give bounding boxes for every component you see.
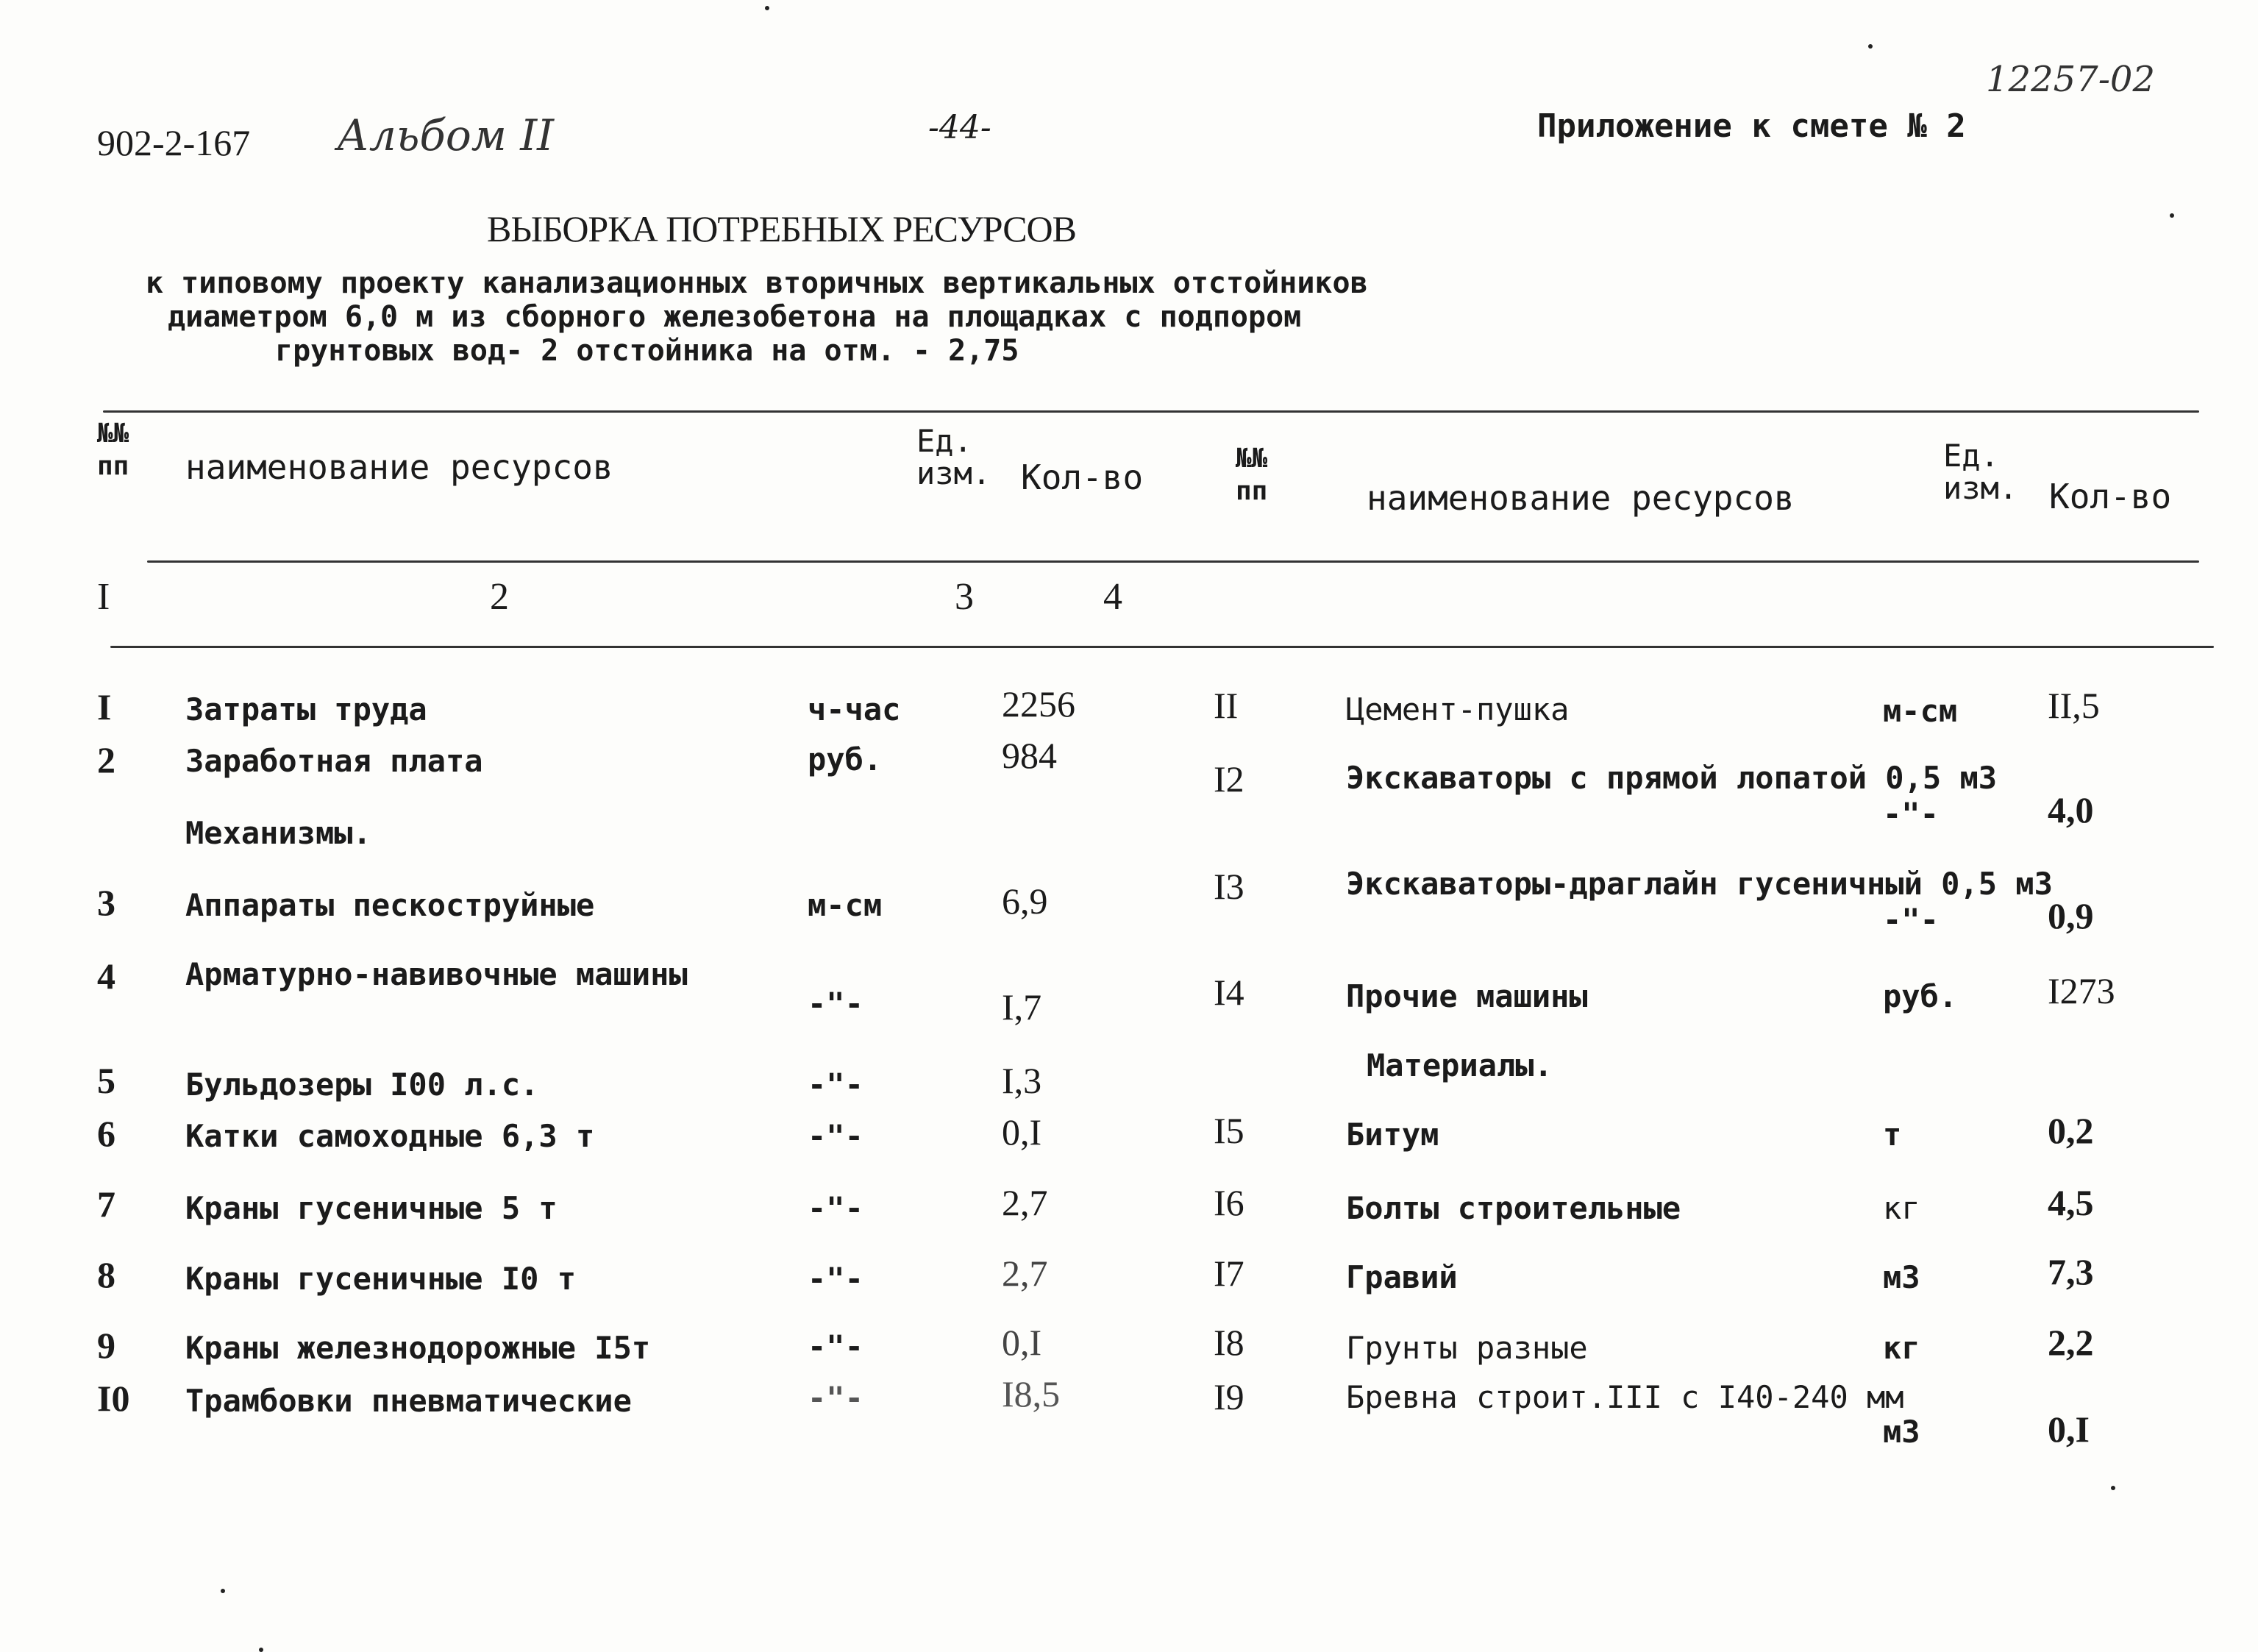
resource-unit: -"- [808, 1190, 863, 1226]
resource-name: Арматурно-навивочные машины [185, 956, 688, 992]
resource-name: Экскаваторы-драглайн гусеничный 0,5 м3 [1346, 866, 2053, 902]
resource-name: Трамбовки пневматические [185, 1383, 632, 1419]
resource-qty: 0,9 [2048, 895, 2094, 936]
resource-name: Краны гусеничные 5 т [185, 1190, 558, 1226]
resource-unit: -"- [808, 1118, 863, 1154]
resource-qty: I273 [2048, 970, 2115, 1011]
resource-unit: м-см [808, 887, 883, 923]
row-number: 5 [97, 1060, 115, 1101]
album-label: Альбом II [337, 110, 555, 160]
col-number-1: I [97, 576, 110, 618]
scan-speck [221, 1589, 225, 1593]
resource-qty: 7,3 [2048, 1251, 2094, 1292]
numbers-bottom-rule [110, 646, 2214, 648]
col-header-unit: Ед. изм. [916, 423, 991, 491]
resource-name: Затраты труда [185, 691, 427, 727]
resource-name: Гравий [1346, 1259, 1458, 1295]
section-heading: Механизмы. [185, 815, 371, 851]
resource-unit: м3 [1883, 1414, 1920, 1450]
resource-qty: 0,I [1002, 1322, 1042, 1363]
resource-name: Битум [1346, 1117, 1439, 1153]
row-number: 7 [97, 1183, 115, 1225]
resource-name: Грунты разные [1346, 1330, 1588, 1366]
row-number: II [1214, 685, 1239, 726]
resource-name: Цемент-пушка [1346, 691, 1570, 727]
resource-qty: I8,5 [1002, 1373, 1061, 1414]
title-line-3: грунтовых вод- 2 отстойника на отм. - 2,75 [275, 334, 1019, 368]
resource-unit: кг [1883, 1190, 1920, 1226]
resource-unit: руб. [1883, 978, 1958, 1014]
resource-qty: 2256 [1002, 683, 1075, 724]
scan-speck [765, 6, 769, 10]
resource-qty: 4,5 [2048, 1182, 2094, 1223]
resource-unit: м3 [1883, 1259, 1920, 1295]
resource-qty: 2,7 [1002, 1182, 1048, 1223]
resource-name: Краны гусеничные I0 т [185, 1261, 577, 1297]
resource-unit: м-см [1883, 693, 1958, 729]
resource-unit: кг [1883, 1330, 1920, 1366]
resource-unit: -"- [808, 986, 863, 1022]
col-number-3: 3 [955, 576, 974, 618]
resource-unit: -"- [808, 1261, 863, 1297]
row-number: 3 [97, 882, 115, 923]
col-header-name-2: наименование ресурсов [1367, 478, 1795, 518]
col-number-4: 4 [1103, 576, 1122, 618]
section-heading: Материалы. [1367, 1047, 1553, 1083]
resource-qty: 2,2 [2048, 1322, 2094, 1363]
resource-name: Болты строительные [1346, 1190, 1681, 1226]
resource-name: Бревна строит.III с I40-240 мм [1346, 1379, 1904, 1415]
row-number: I4 [1214, 972, 1244, 1013]
title-line-2: диаметром 6,0 м из сборного железобетона на площадках с подпором [168, 300, 1302, 334]
row-number: I8 [1214, 1322, 1244, 1363]
row-number: I2 [1214, 758, 1244, 800]
row-number: 9 [97, 1325, 115, 1366]
row-number: I9 [1214, 1376, 1244, 1417]
resource-name: Заработная плата [185, 743, 483, 779]
resource-name: Прочие машины [1346, 978, 1588, 1014]
archive-number: 12257-02 [1986, 59, 2155, 100]
row-number: 4 [97, 955, 115, 997]
resource-unit: -"- [808, 1067, 863, 1103]
row-number: I0 [97, 1378, 130, 1419]
col-header-num-2: №№ пп [1236, 444, 1268, 506]
scan-speck [2170, 213, 2174, 218]
resource-qty: 984 [1002, 735, 1057, 776]
col-header-unit-2: Ед. изм. [1943, 438, 2018, 506]
scan-speck [259, 1648, 263, 1652]
row-number: I [97, 686, 112, 727]
resource-qty: 2,7 [1002, 1253, 1048, 1294]
col-header-name: наименование ресурсов [185, 447, 613, 487]
document-title: ВЫБОРКА ПОТРЕБНЫХ РЕСУРСОВ [487, 208, 1077, 249]
document-code: 902-2-167 [97, 122, 251, 163]
row-number: I5 [1214, 1110, 1244, 1151]
table-top-rule [103, 410, 2199, 413]
col-header-qty: Кол-во [1021, 457, 1144, 497]
col-number-2: 2 [490, 576, 509, 618]
resource-qty: 0,I [1002, 1111, 1042, 1153]
resource-qty: I,3 [1002, 1060, 1042, 1101]
scan-speck [2111, 1486, 2115, 1490]
resource-name: Аппараты пескоструйные [185, 887, 595, 923]
resource-unit: т [1883, 1117, 1902, 1153]
resource-qty: 6,9 [1002, 880, 1048, 922]
row-number: I3 [1214, 866, 1244, 907]
row-number: 2 [97, 739, 115, 780]
row-number: 8 [97, 1254, 115, 1295]
resource-unit: -"- [1883, 902, 1939, 938]
resource-qty: II,5 [2048, 685, 2100, 726]
appendix-label: Приложение к смете № 2 [1537, 107, 1966, 145]
row-number: I6 [1214, 1182, 1244, 1223]
resource-qty: 0,2 [2048, 1110, 2094, 1151]
header-bottom-rule [147, 560, 2199, 563]
resource-unit: -"- [808, 1380, 863, 1416]
col-header-num: №№ пп [97, 419, 129, 481]
resource-unit: -"- [808, 1328, 863, 1364]
resource-qty: 0,I [2048, 1409, 2090, 1450]
resource-unit: -"- [1883, 796, 1939, 832]
row-number: 6 [97, 1113, 115, 1154]
resource-unit: руб. [808, 741, 883, 777]
title-line-1: к типовому проекту канализационных вторичных вертикальных отстойников [146, 266, 1368, 300]
resource-qty: I,7 [1002, 986, 1042, 1028]
resource-qty: 4,0 [2048, 789, 2094, 830]
resource-unit: ч-час [808, 691, 901, 727]
col-header-qty-2: Кол-во [2049, 477, 2172, 516]
resource-name: Краны железнодорожные I5т [185, 1330, 651, 1366]
scan-speck [1868, 44, 1873, 49]
resource-name: Экскаваторы с прямой лопатой 0,5 м3 [1346, 760, 1998, 796]
resource-name: Бульдозеры I00 л.с. [185, 1067, 539, 1103]
resource-name: Катки самоходные 6,3 т [185, 1118, 595, 1154]
page-number: -44- [928, 109, 991, 146]
row-number: I7 [1214, 1253, 1244, 1294]
